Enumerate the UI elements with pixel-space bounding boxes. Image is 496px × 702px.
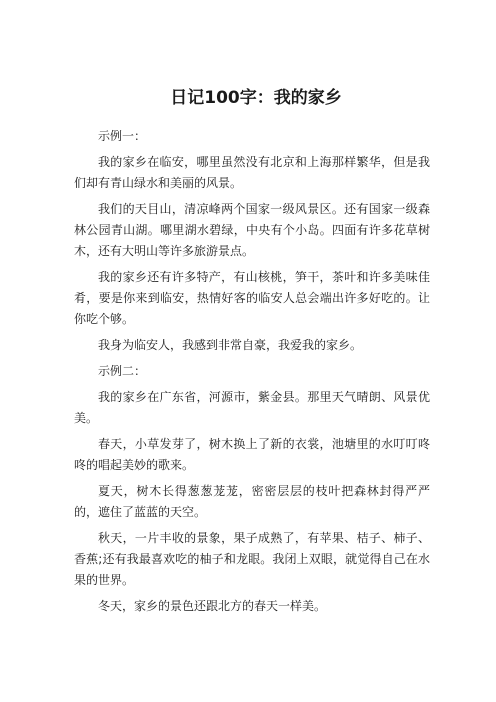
document-title: 日记100字：我的家乡 bbox=[170, 88, 342, 108]
paragraph-example-one-heading: 示例一： bbox=[98, 129, 147, 143]
paragraph: 我身为临安人，我感到非常自豪，我爱我的家乡。 bbox=[98, 338, 363, 352]
paragraph: 我的家乡还有许多特产，有山核桃，笋干，茶叶和许多美味佳肴，要是你来到临安，热情好客的临安人总会端出许多好吃的。让你吃个够。 bbox=[74, 270, 430, 326]
paragraph: 春天，小草发芽了，树木换上了新的衣裳，池塘里的水叮叮咚咚的唱起美妙的歌来。 bbox=[74, 437, 430, 472]
paragraph: 秋天，一片丰收的景象，果子成熟了，有苹果、桔子、柿子、香蕉;还有我最喜欢吃的柚子和龙眼。我闭上双眼，就觉得自己在水果的世界。 bbox=[74, 531, 430, 587]
paragraph: 夏天，树木长得葱葱茏茏，密密层层的枝叶把森林封得严严的，遮住了蓝蓝的天空。 bbox=[74, 484, 430, 519]
paragraph: 我的家乡在临安，哪里虽然没有北京和上海那样繁华，但是我们却有青山绿水和美丽的风景。 bbox=[74, 155, 430, 190]
paragraph: 我们的天目山，清凉峰两个国家一级风景区。还有国家一级森林公园青山湖。哪里湖水碧绿，中央有个小岛。四面有许多花草树木，还有大明山等许多旅游景点。 bbox=[74, 202, 430, 258]
paragraph: 冬天，家乡的景色还跟北方的春天一样美。 bbox=[98, 599, 327, 613]
paragraph-example-two-heading: 示例二： bbox=[98, 364, 147, 378]
paragraph: 我的家乡在广东省，河源市，紫金县。那里天气晴朗、风景优美。 bbox=[74, 390, 430, 425]
